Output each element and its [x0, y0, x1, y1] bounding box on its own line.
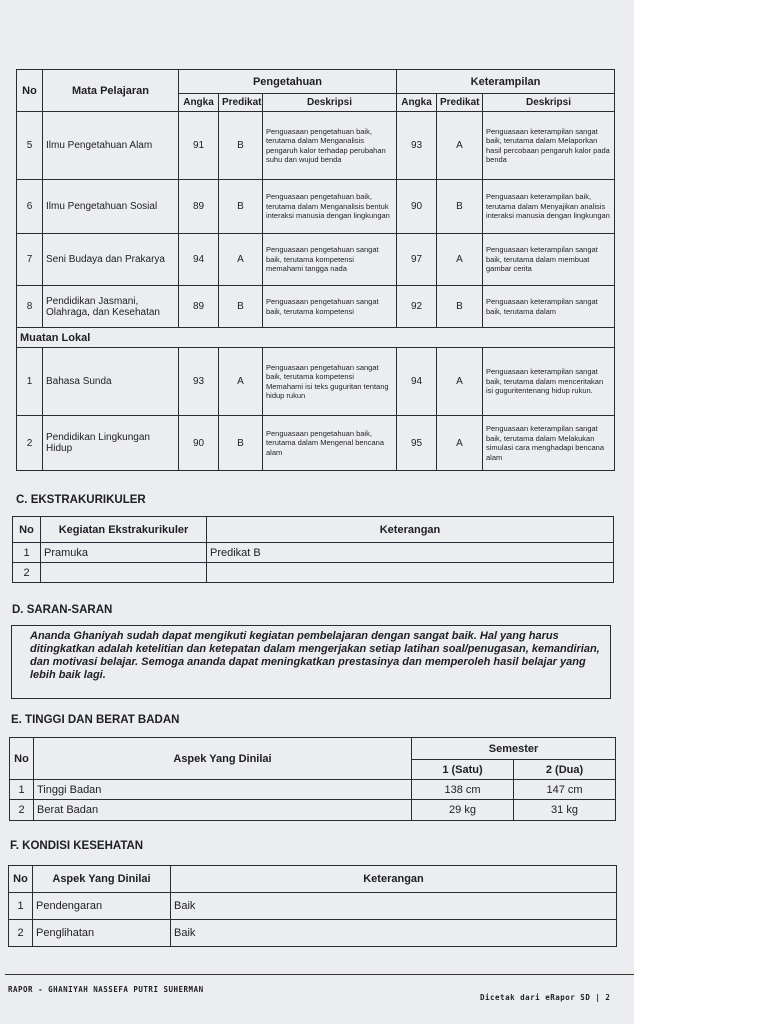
row-k-pred: A — [219, 234, 263, 286]
row-subject: Pendidikan Lingkungan Hidup — [43, 416, 179, 471]
row-no: 2 — [17, 416, 43, 471]
row-no: 6 — [17, 180, 43, 234]
row-no: 2 — [13, 563, 41, 583]
row-s-score: 94 — [397, 348, 437, 416]
row-s-score: 95 — [397, 416, 437, 471]
row-k-score: 94 — [179, 234, 219, 286]
col-s-description: Deskripsi — [483, 94, 615, 112]
body-measure-table — [9, 737, 616, 821]
row-s-desc: Penguasaan keterampilan baik, terutama dalam Menyajikan analisis interaksi manusia dengan lingkungan — [483, 180, 615, 234]
row-k-pred: B — [219, 112, 263, 180]
col-skills: Keterampilan — [397, 70, 615, 94]
table-row — [10, 800, 616, 821]
row-k-score: 89 — [179, 286, 219, 328]
row-note — [207, 563, 614, 583]
row-s-score: 92 — [397, 286, 437, 328]
col-note: Keterangan — [207, 517, 614, 543]
row-s-desc: Penguasaan keterampilan sangat baik, terutama dalam — [483, 286, 615, 328]
row-s-pred: B — [437, 180, 483, 234]
row-no: 1 — [13, 543, 41, 563]
row-k-score: 90 — [179, 416, 219, 471]
local-content-label: Muatan Lokal — [17, 328, 615, 348]
row-aspect: Pendengaran — [33, 893, 171, 920]
row-aspect: Berat Badan — [34, 800, 412, 821]
row-note: Predikat B — [207, 543, 614, 563]
row-s-desc: Penguasaan keterampilan sangat baik, terutama dalam Melaporkan hasil percobaan pengaruh kalor pada benda — [483, 112, 615, 180]
row-k-score: 91 — [179, 112, 219, 180]
row-s-pred: A — [437, 416, 483, 471]
row-s-pred: A — [437, 112, 483, 180]
row-semester-2: 31 kg — [514, 800, 616, 821]
row-k-desc: Penguasaan pengetahuan baik, terutama dalam Mengenal bencana alam — [263, 416, 397, 471]
row-note: Baik — [171, 920, 617, 947]
row-subject: Pendidikan Jasmani, Olahraga, dan Kesehatan — [43, 286, 179, 328]
row-s-pred: A — [437, 234, 483, 286]
row-k-score: 89 — [179, 180, 219, 234]
row-k-desc: Penguasaan pengetahuan baik, terutama dalam Menganalisis bentuk interaksi manusia dengan lingkungan — [263, 180, 397, 234]
row-no: 8 — [17, 286, 43, 328]
row-semester-2: 147 cm — [514, 780, 616, 800]
row-k-pred: B — [219, 180, 263, 234]
health-table — [8, 865, 617, 947]
col-k-score: Angka — [179, 94, 219, 112]
row-semester-1: 29 kg — [412, 800, 514, 821]
section-suggestions-title: D. SARAN-SARAN — [12, 604, 113, 616]
col-semester: Semester — [412, 738, 616, 760]
col-no: No — [9, 866, 33, 893]
row-k-pred: A — [219, 348, 263, 416]
section-body-measure-title: E. TINGGI DAN BERAT BADAN — [11, 714, 180, 726]
col-no: No — [17, 70, 43, 112]
row-k-pred: B — [219, 416, 263, 471]
row-k-score: 93 — [179, 348, 219, 416]
footer-printed-from: Dicetak dari eRapor SD | 2 — [480, 993, 611, 1002]
col-activity: Kegiatan Ekstrakurikuler — [41, 517, 207, 543]
row-aspect: Tinggi Badan — [34, 780, 412, 800]
table-row — [17, 348, 615, 416]
row-s-pred: B — [437, 286, 483, 328]
col-aspect: Aspek Yang Dinilai — [34, 738, 412, 780]
row-k-desc: Penguasaan pengetahuan sangat baik, terutama kompetensi memahami tangga nada — [263, 234, 397, 286]
table-row — [17, 416, 615, 471]
row-no: 1 — [9, 893, 33, 920]
row-s-desc: Penguasaan keterampilan sangat baik, terutama dalam menceritakan isi guguritentenang hidup rukun. — [483, 348, 615, 416]
row-subject: Ilmu Pengetahuan Sosial — [43, 180, 179, 234]
table-row — [17, 112, 615, 180]
suggestions-box: Ananda Ghaniyah sudah dapat mengikuti kegiatan pembelajaran dengan sangat baik. Hal yang harus ditingkatkan adalah ketelitian dan ketepatan dalam mengerjakan setiap latihan soal/penugasan, kemandirian, dan motivasi belajar. Semoga ananda dapat meningkatkan prestasinya dan memperoleh hasil belajar yang lebih baik lagi. — [11, 625, 611, 699]
row-k-desc: Penguasaan pengetahuan sangat baik, terutama kompetensi Memahami isi teks guguritan tentang hidup rukun — [263, 348, 397, 416]
section-health-title: F. KONDISI KESEHATAN — [10, 840, 144, 852]
col-s-predicate: Predikat — [437, 94, 483, 112]
row-s-desc: Penguasaan keterampilan sangat baik, terutama dalam membuat gambar cerita — [483, 234, 615, 286]
row-no: 1 — [17, 348, 43, 416]
table-row — [13, 563, 614, 583]
row-activity: Pramuka — [41, 543, 207, 563]
col-semester-2: 2 (Dua) — [514, 760, 616, 780]
row-no: 7 — [17, 234, 43, 286]
col-no: No — [13, 517, 41, 543]
col-no: No — [10, 738, 34, 780]
row-s-desc: Penguasaan keterampilan sangat baik, terutama dalam Melakukan simulasi cara menghadapi bencana alam — [483, 416, 615, 471]
table-row — [9, 893, 617, 920]
extracurricular-table — [12, 516, 614, 583]
row-s-pred: A — [437, 348, 483, 416]
section-extracurricular-title: C. EKSTRAKURIKULER — [16, 494, 146, 506]
row-activity — [41, 563, 207, 583]
table-row — [17, 234, 615, 286]
col-subject: Mata Pelajaran — [43, 70, 179, 112]
col-s-score: Angka — [397, 94, 437, 112]
table-row — [9, 920, 617, 947]
table-row — [17, 180, 615, 234]
row-subject: Bahasa Sunda — [43, 348, 179, 416]
footer-student-name: RAPOR - GHANIYAH NASSEFA PUTRI SUHERMAN — [8, 985, 204, 994]
col-knowledge: Pengetahuan — [179, 70, 397, 94]
table-row — [10, 780, 616, 800]
grades-table — [16, 69, 615, 471]
footer-divider — [5, 974, 634, 975]
row-note: Baik — [171, 893, 617, 920]
col-aspect: Aspek Yang Dinilai — [33, 866, 171, 893]
table-row — [17, 286, 615, 328]
row-s-score: 90 — [397, 180, 437, 234]
row-s-score: 97 — [397, 234, 437, 286]
row-no: 2 — [10, 800, 34, 821]
row-s-score: 93 — [397, 112, 437, 180]
row-aspect: Penglihatan — [33, 920, 171, 947]
row-subject: Ilmu Pengetahuan Alam — [43, 112, 179, 180]
row-subject: Seni Budaya dan Prakarya — [43, 234, 179, 286]
row-no: 2 — [9, 920, 33, 947]
col-note: Keterangan — [171, 866, 617, 893]
row-k-pred: B — [219, 286, 263, 328]
row-k-desc: Penguasaan pengetahuan baik, terutama dalam Menganalisis pengaruh kalor terhadap perubahan suhu dan wujud benda — [263, 112, 397, 180]
row-k-desc: Penguasaan pengetahuan sangat baik, terutama kompetensi — [263, 286, 397, 328]
table-row — [13, 543, 614, 563]
row-semester-1: 138 cm — [412, 780, 514, 800]
col-k-predicate: Predikat — [219, 94, 263, 112]
col-semester-1: 1 (Satu) — [412, 760, 514, 780]
row-no: 1 — [10, 780, 34, 800]
col-k-description: Deskripsi — [263, 94, 397, 112]
row-no: 5 — [17, 112, 43, 180]
